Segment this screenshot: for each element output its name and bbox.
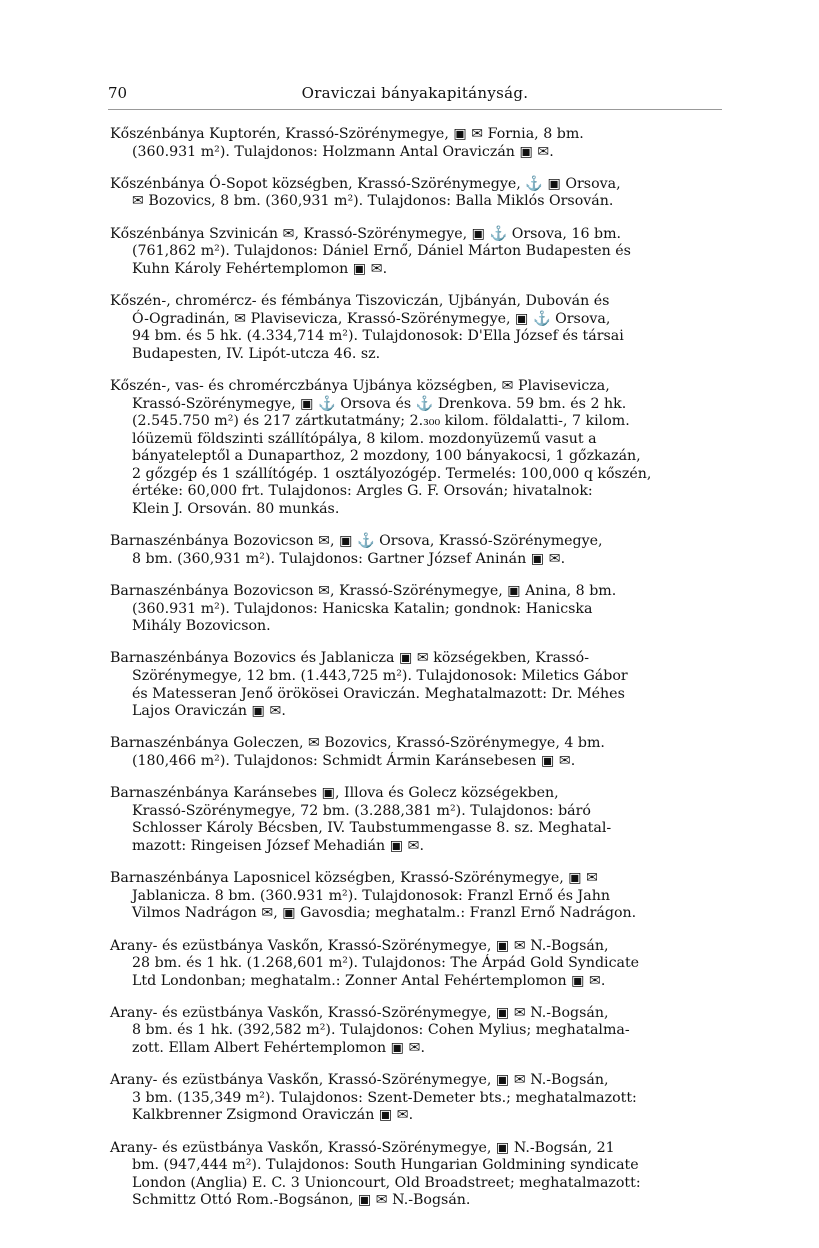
entry-continuation-line: (761,862 m²). Tulajdonos: Dániel Ernő, Dániel Márton Budapesten és <box>132 243 631 260</box>
entry-continuation-line: bm. (947,444 m²). Tulajdonos: South Hungarian Goldmining syndicate <box>132 1157 639 1174</box>
header-rule <box>108 109 722 110</box>
entry-list <box>110 126 722 1225</box>
entry-first-line: Barnaszénbánya Laposnicel községben, Krassó-Szörénymegye, ▣ ✉ <box>110 870 599 887</box>
entry-continuation-line: Budapesten, IV. Lipót-utcza 46. sz. <box>132 345 381 362</box>
mine-entry <box>110 176 722 211</box>
entry-continuation-line: és Matesseran Jenő örökösei Oraviczán. Meghatalmazott: Dr. Méhes <box>132 685 625 702</box>
entry-continuation-line: Kuhn Károly Fehértemplomon ▣ ✉. <box>132 260 388 277</box>
entry-continuation-line: lóüzemü földszinti szállítópálya, 8 kilom. mozdonyüzemű vasut a <box>132 430 597 447</box>
entry-first-line: Kőszénbánya Szvinicán ✉, Krassó-Szörénymegye, ▣ ⚓ Orsova, 16 bm. <box>110 225 622 242</box>
mine-entry <box>110 583 722 636</box>
running-title: Oraviczai bányakapitányság. <box>301 84 529 102</box>
mine-entry <box>110 1005 722 1058</box>
entry-continuation-line: Mihály Bozovicson. <box>132 618 271 635</box>
entry-first-line: Kőszénbánya Kuptorén, Krassó-Szörénymegye, ▣ ✉ Fornia, 8 bm. <box>110 126 584 142</box>
entry-first-line: Arany- és ezüstbánya Vaskőn, Krassó-Szörénymegye, ▣ N.-Bogsán, 21 <box>110 1139 615 1156</box>
entry-continuation-line: Jablanicza. 8 bm. (360.931 m²). Tulajdonosok: Franzl Ernő és Jahn <box>132 887 610 904</box>
page-header <box>108 84 722 108</box>
entry-first-line: Barnaszénbánya Bozovics és Jablanicza ▣ ✉ községekben, Krassó- <box>110 650 590 667</box>
entry-first-line: Barnaszénbánya Karánsebes ▣, Illova és Golecz községekben, <box>110 785 559 802</box>
entry-continuation-line: Krassó-Szörénymegye, 72 bm. (3.288,381 m²). Tulajdonos: báró <box>132 802 591 819</box>
mine-entry <box>110 870 722 923</box>
entry-first-line: Arany- és ezüstbánya Vaskőn, Krassó-Szörénymegye, ▣ ✉ N.-Bogsán, <box>110 1072 609 1089</box>
entry-continuation-line: zott. Ellam Albert Fehértemplomon ▣ ✉. <box>132 1040 425 1057</box>
mine-entry <box>110 533 722 568</box>
entry-continuation-line: Lajos Oraviczán ▣ ✉. <box>132 703 286 720</box>
entry-continuation-line: Kalkbrenner Zsigmond Oraviczán ▣ ✉. <box>132 1107 414 1124</box>
mine-entry <box>110 378 722 519</box>
entry-continuation-line: értéke: 60,000 frt. Tulajdonos: Argles G. F. Orsován; hivatalnok: <box>132 483 593 500</box>
entry-first-line: Barnaszénbánya Goleczen, ✉ Bozovics, Krassó-Szörénymegye, 4 bm. <box>110 735 605 752</box>
mine-entry <box>110 650 722 720</box>
entry-first-line: Barnaszénbánya Bozovicson ✉, Krassó-Szörénymegye, ▣ Anina, 8 bm. <box>110 583 617 600</box>
entry-first-line: Kőszén-, vas- és chromérczbánya Ujbánya községben, ✉ Plavisevicza, <box>110 377 610 394</box>
entry-continuation-line: Klein J. Orsován. 80 munkás. <box>132 501 340 518</box>
entry-continuation-line: 94 bm. és 5 hk. (4.334,714 m²). Tulajdonosok: D'Ella József és társai <box>132 328 624 345</box>
entry-continuation-line: 8 bm. és 1 hk. (392,582 m²). Tulajdonos: Cohen Mylius; meghatalma- <box>132 1022 630 1039</box>
entry-continuation-line: Krassó-Szörénymegye, ▣ ⚓ Orsova és ⚓ Drenkova. 59 bm. és 2 hk. <box>132 395 627 412</box>
entry-continuation-line: Ó-Ogradinán, ✉ Plavisevicza, Krassó-Szörénymegye, ▣ ⚓ Orsova, <box>132 310 611 327</box>
mine-entry <box>110 126 722 161</box>
entry-first-line: Arany- és ezüstbánya Vaskőn, Krassó-Szörénymegye, ▣ ✉ N.-Bogsán, <box>110 937 609 954</box>
mine-entry <box>110 1072 722 1125</box>
entry-continuation-line: bányateleptől a Dunaparthoz, 2 mozdony, 100 bányakocsi, 1 gőzkazán, <box>132 448 641 465</box>
entry-continuation-line: 28 bm. és 1 hk. (1.268,601 m²). Tulajdonos: The Árpád Gold Syndicate <box>132 955 640 972</box>
mine-entry <box>110 1140 722 1210</box>
entry-continuation-line: 2 gőzgép és 1 szállítógép. 1 osztályozógép. Termelés: 100,000 q kőszén, <box>132 465 652 482</box>
entry-continuation-line: (2.545.750 m²) és 217 zártkutatmány; 2.₃₀₀ kilom. földalatti-, 7 kilom. <box>132 413 630 430</box>
mine-entry <box>110 735 722 770</box>
entry-continuation-line: Schlosser Károly Bécsben, IV. Taubstummengasse 8. sz. Meghatal- <box>132 820 612 837</box>
page-number: 70 <box>108 84 128 102</box>
entry-continuation-line: 8 bm. (360,931 m²). Tulajdonos: Gartner József Aninán ▣ ✉. <box>132 550 566 567</box>
entry-first-line: Kőszénbánya Ó-Sopot községben, Krassó-Szörénymegye, ⚓ ▣ Orsova, <box>110 175 621 192</box>
entry-continuation-line: ✉ Bozovics, 8 bm. (360,931 m²). Tulajdonos: Balla Miklós Orsován. <box>132 193 614 210</box>
entry-first-line: Kőszén-, chromércz- és fémbánya Tiszoviczán, Ujbányán, Dubován és <box>110 292 610 309</box>
mine-entry <box>110 938 722 991</box>
entry-continuation-line: Vilmos Nadrágon ✉, ▣ Gavosdia; meghatalm.: Franzl Ernő Nadrágon. <box>132 905 637 922</box>
entry-continuation-line: (360.931 m²). Tulajdonos: Holzmann Antal Oraviczán ▣ ✉. <box>132 143 554 160</box>
mine-entry <box>110 226 722 279</box>
entry-continuation-line: 3 bm. (135,349 m²). Tulajdonos: Szent-Demeter bts.; meghatalmazott: <box>132 1089 637 1106</box>
entry-continuation-line: (180,466 m²). Tulajdonos: Schmidt Ármin Karánsebesen ▣ ✉. <box>132 752 576 769</box>
entry-continuation-line: mazott: Ringeisen József Mehadián ▣ ✉. <box>132 837 425 854</box>
entry-continuation-line: Ltd Londonban; meghatalm.: Zonner Antal Fehértemplomon ▣ ✉. <box>132 972 606 989</box>
entry-continuation-line: Szörénymegye, 12 bm. (1.443,725 m²). Tulajdonosok: Miletics Gábor <box>132 668 628 684</box>
entry-continuation-line: Schmittz Ottó Rom.-Bogsánon, ▣ ✉ N.-Bogsán. <box>132 1192 471 1209</box>
entry-first-line: Arany- és ezüstbánya Vaskőn, Krassó-Szörénymegye, ▣ ✉ N.-Bogsán, <box>110 1004 609 1021</box>
entry-continuation-line: London (Anglia) E. C. 3 Unioncourt, Old Broadstreet; meghatalmazott: <box>132 1174 641 1191</box>
entry-continuation-line: (360.931 m²). Tulajdonos: Hanicska Katalin; gondnok: Hanicska <box>132 600 593 617</box>
mine-entry <box>110 785 722 855</box>
mine-entry <box>110 293 722 363</box>
entry-first-line: Barnaszénbánya Bozovicson ✉, ▣ ⚓ Orsova, Krassó-Szörénymegye, <box>110 533 603 550</box>
